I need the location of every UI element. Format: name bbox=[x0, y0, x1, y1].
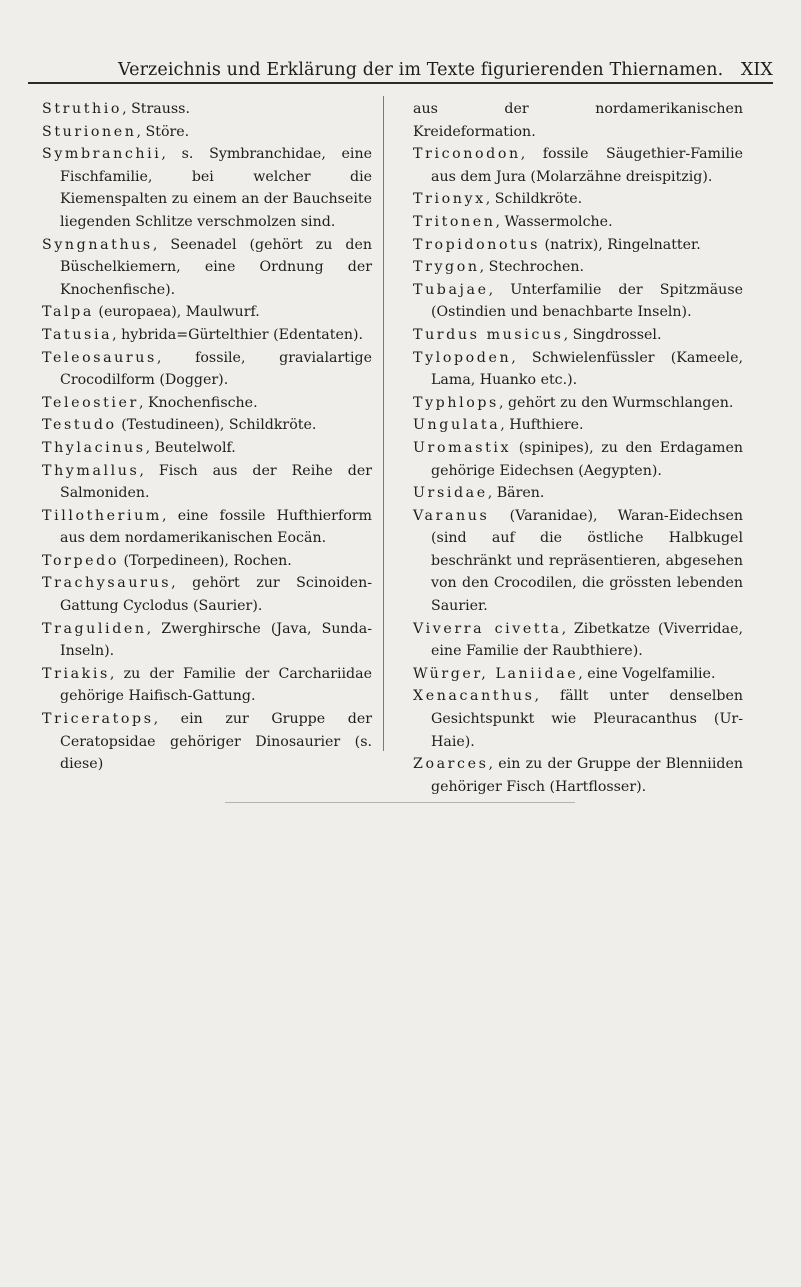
index-entry bbox=[42, 414, 372, 437]
index-entry bbox=[42, 437, 372, 460]
entry-description: (natrix), Ringelnatter. bbox=[540, 236, 701, 253]
entry-description: , Fisch aus der Reihe der Salmoniden. bbox=[60, 462, 372, 502]
index-entry bbox=[42, 460, 372, 505]
entry-term: Trygon bbox=[413, 259, 480, 276]
entry-description: , Schwielenfüssler (Kameele, Lama, Huanko etc.). bbox=[431, 349, 743, 389]
index-entry bbox=[413, 143, 743, 188]
entry-description: , Schildkröte. bbox=[485, 191, 583, 208]
left-column bbox=[42, 98, 372, 776]
index-entry bbox=[413, 663, 743, 686]
entry-description: , Wassermolche. bbox=[495, 213, 613, 230]
entry-description: , fossile Säugethier-Familie aus dem Jura (Molarzähne dreispitzig). bbox=[431, 146, 743, 185]
entry-description: , Singdrossel. bbox=[563, 326, 662, 343]
index-entry bbox=[42, 550, 372, 573]
index-entry bbox=[413, 618, 743, 663]
entry-description: , Beutelwolf. bbox=[145, 439, 236, 456]
entry-term: Thylacinus bbox=[42, 439, 146, 456]
entry-term: Triconodon bbox=[413, 146, 521, 163]
entry-description: , Strauss. bbox=[122, 101, 190, 117]
index-entry bbox=[413, 347, 743, 392]
entry-term: Uromastix bbox=[413, 439, 512, 456]
page-title: Verzeichnis und Erklärung der im Texte figurierenden Thiernamen. bbox=[118, 60, 724, 80]
index-entry bbox=[42, 143, 372, 233]
index-entry bbox=[42, 347, 372, 392]
entry-description: , ein zu der Gruppe der Blenniiden gehöriger Fisch (Hartflosser). bbox=[431, 756, 743, 795]
entry-term: Viverra civetta bbox=[413, 620, 562, 637]
index-entry bbox=[413, 414, 743, 437]
entry-term: Typhlops bbox=[413, 394, 499, 411]
entry-description: , hybrida=Gürtelthier (Edentaten). bbox=[112, 326, 364, 343]
index-entry bbox=[42, 324, 372, 347]
index-entry bbox=[413, 211, 743, 234]
entry-term: Talpa bbox=[42, 304, 94, 321]
entry-term: Triceratops bbox=[42, 711, 154, 728]
index-entry bbox=[42, 392, 372, 415]
entry-term: Syngnathus bbox=[42, 236, 153, 253]
entry-description: , Unterfamilie der Spitzmäuse (Ostindien und benachbarte Inseln). bbox=[431, 281, 743, 321]
entry-term: Würger, Laniidae bbox=[413, 665, 579, 682]
entry-term: Tropidonotus bbox=[413, 236, 541, 253]
entry-description: , eine Vogelfamilie. bbox=[578, 665, 716, 682]
index-entry bbox=[413, 685, 743, 753]
entry-description: , gehört zur Scinoiden-Gattung Cyclodus (Saurier). bbox=[60, 575, 372, 615]
index-entry bbox=[413, 437, 743, 482]
end-rule bbox=[225, 802, 575, 803]
entry-term: Sturionen bbox=[42, 123, 137, 140]
index-entry bbox=[413, 324, 743, 347]
index-entry bbox=[42, 98, 372, 121]
index-entry bbox=[413, 753, 743, 798]
index-entry bbox=[413, 392, 743, 415]
index-entry bbox=[42, 505, 372, 550]
entry-term: Tatusia bbox=[42, 326, 113, 343]
entry-term: Tubajae bbox=[413, 281, 489, 298]
index-entry bbox=[42, 572, 372, 617]
entry-description: , eine fossile Hufthierform aus dem nordamerikanischen Eocän. bbox=[60, 507, 372, 547]
entry-term: Trionyx bbox=[413, 191, 486, 208]
entry-term: Traguliden bbox=[42, 620, 147, 637]
entry-description: , fällt unter denselben Gesichtspunkt wie Pleuracanthus (Ur-Haie). bbox=[431, 688, 743, 750]
entry-description: , Störe. bbox=[136, 123, 190, 140]
entry-description: , Stechrochen. bbox=[479, 259, 584, 276]
entry-description: (Testudineen), Schildkröte. bbox=[116, 417, 317, 434]
entry-term: Symbranchii bbox=[42, 146, 162, 163]
entry-term: Torpedo bbox=[42, 552, 119, 569]
entry-description: , zu der Familie der Carchariidae gehörige Haifisch-Gattung. bbox=[60, 665, 372, 705]
index-entry bbox=[42, 234, 372, 302]
entry-description: (spinipes), zu den Erdagamen gehörige Eidechsen (Aegypten). bbox=[431, 439, 743, 479]
entry-description: , Zibetkatze (Viverridae, eine Familie der Raubthiere). bbox=[431, 620, 744, 660]
index-entry bbox=[413, 256, 743, 279]
entry-description: , fossile, gravialartige Crocodilform (Dogger). bbox=[60, 349, 372, 389]
index-entry bbox=[413, 279, 743, 324]
entry-description: , ein zur Gruppe der Ceratopsidae gehöriger Dinosaurier (s. diese) bbox=[60, 711, 372, 773]
entry-term: Ungulata bbox=[413, 417, 501, 434]
index-entry bbox=[42, 301, 372, 324]
entry-description: (Varanidae), Waran-Eidechsen (sind auf die östliche Halbkugel beschränkt und repräsentieren, abgesehen von den Crocodilen, die grössten lebenden Saurier. bbox=[431, 507, 743, 615]
index-entry bbox=[413, 98, 743, 143]
entry-term: Tritonen bbox=[413, 213, 496, 230]
entry-term: Xenacanthus bbox=[413, 688, 535, 705]
column-divider bbox=[383, 96, 384, 751]
right-column bbox=[413, 98, 743, 798]
index-entry bbox=[413, 234, 743, 257]
entry-term: Thymallus bbox=[42, 462, 140, 479]
index-entry bbox=[42, 663, 372, 708]
entry-term: Testudo bbox=[42, 417, 117, 434]
entry-term: Struthio bbox=[42, 101, 123, 117]
entry-description: , Seenadel (gehört zu den Büschelkiemern, eine Ordnung der Knochenfische). bbox=[60, 236, 372, 298]
entry-description: (Torpedineen), Rochen. bbox=[119, 552, 292, 569]
index-entry bbox=[413, 188, 743, 211]
index-entry bbox=[42, 121, 372, 144]
entry-term: Turdus musicus bbox=[413, 326, 564, 343]
entry-description: (europaea), Maulwurf. bbox=[93, 304, 260, 321]
entry-term: Teleostier bbox=[42, 394, 139, 411]
entry-description: , Bären. bbox=[487, 485, 545, 502]
index-entry bbox=[42, 708, 372, 776]
entry-term: Teleosaurus bbox=[42, 349, 157, 366]
entry-description: , Hufthiere. bbox=[500, 417, 584, 434]
entry-description: , gehört zu den Wurmschlangen. bbox=[498, 394, 734, 411]
index-entry bbox=[413, 505, 743, 618]
entry-description: , Zwerghirsche (Java, Sunda-Inseln). bbox=[60, 620, 372, 660]
entry-term: Triakis bbox=[42, 665, 110, 682]
entry-term: Ursidae bbox=[413, 485, 488, 502]
entry-term: Varanus bbox=[413, 507, 490, 524]
entry-term: Zoarces bbox=[413, 756, 489, 773]
header-rule bbox=[28, 82, 773, 84]
entry-term: Tylopoden bbox=[413, 349, 512, 366]
entry-description: , s. Symbranchidae, eine Fischfamilie, bei welcher die Kiemenspalten zu einem an der Bauchseite liegenden Schlitze verschmolzen sind. bbox=[60, 146, 372, 230]
index-entry bbox=[413, 482, 743, 505]
entry-description: aus der nordamerikanischen Kreideformation. bbox=[413, 101, 743, 140]
page-number: XIX bbox=[740, 60, 773, 80]
index-entry bbox=[42, 618, 372, 663]
entry-term: Tillotherium bbox=[42, 507, 162, 524]
entry-description: , Knochenfische. bbox=[138, 394, 258, 411]
entry-term: Trachysaurus bbox=[42, 575, 172, 592]
